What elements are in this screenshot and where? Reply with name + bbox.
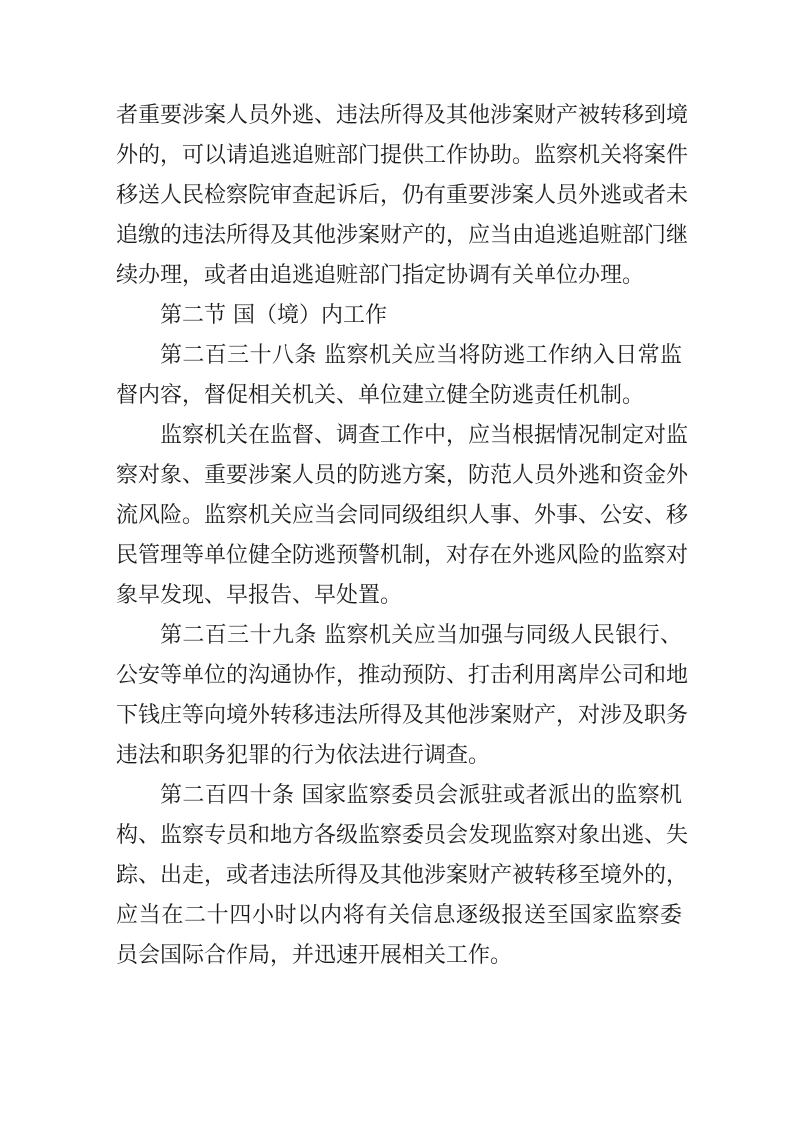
section-title: 第二节 国（境）内工作 [160,303,387,328]
paragraph [116,336,682,416]
text-line: 者重要涉案人员外逃、违法所得及其他涉案财产被转移到境 [116,103,689,128]
text-line: 流风险。监察机关应当会同同级组织人事、外事、公安、移 [116,503,689,528]
text-line: 续办理，或者由追逃追赃部门指定协调有关单位办理。 [116,263,645,288]
text-line: 督内容，督促相关机关、单位建立健全防逃责任机制。 [116,383,645,408]
paragraph [116,96,689,296]
text-line: 踪、出走，或者违法所得及其他涉案财产被转移至境外的， [116,863,689,888]
text-line: 下钱庄等向境外转移违法所得及其他涉案财产，对涉及职务 [116,703,689,728]
section-heading [116,296,682,336]
text-line: 追缴的违法所得及其他涉案财产的，应当由追逃追赃部门继 [116,223,689,248]
text-line: 象早发现、早报告、早处置。 [116,583,403,608]
text-line: 违法和职务犯罪的行为依法进行调查。 [116,743,491,768]
text-line: 第二百四十条 国家监察委员会派驻或者派出的监察机 [160,783,682,808]
text-line: 监察机关在监督、调查工作中，应当根据情况制定对监 [160,423,689,448]
text-line: 外的，可以请追逃追赃部门提供工作协助。监察机关将案件 [116,143,689,168]
text-line: 移送人民检察院审查起诉后，仍有重要涉案人员外逃或者未 [116,183,689,208]
text-line: 民管理等单位健全防逃预警机制，对存在外逃风险的监察对 [116,543,689,568]
paragraph [116,616,689,776]
text-line: 第二百三十八条 监察机关应当将防逃工作纳入日常监 [160,343,682,368]
paragraph [116,416,689,616]
text-line: 察对象、重要涉案人员的防逃方案，防范人员外逃和资金外 [116,463,689,488]
document-body [116,96,689,976]
text-line: 员会国际合作局，并迅速开展相关工作。 [116,943,513,968]
text-line: 公安等单位的沟通协作，推动预防、打击利用离岸公司和地 [116,663,689,688]
paragraph [116,776,689,976]
text-line: 应当在二十四小时以内将有关信息逐级报送至国家监察委 [116,903,682,928]
text-line: 构、监察专员和地方各级监察委员会发现监察对象出逃、失 [116,823,689,848]
text-line: 第二百三十九条 监察机关应当加强与同级人民银行、 [160,623,682,648]
